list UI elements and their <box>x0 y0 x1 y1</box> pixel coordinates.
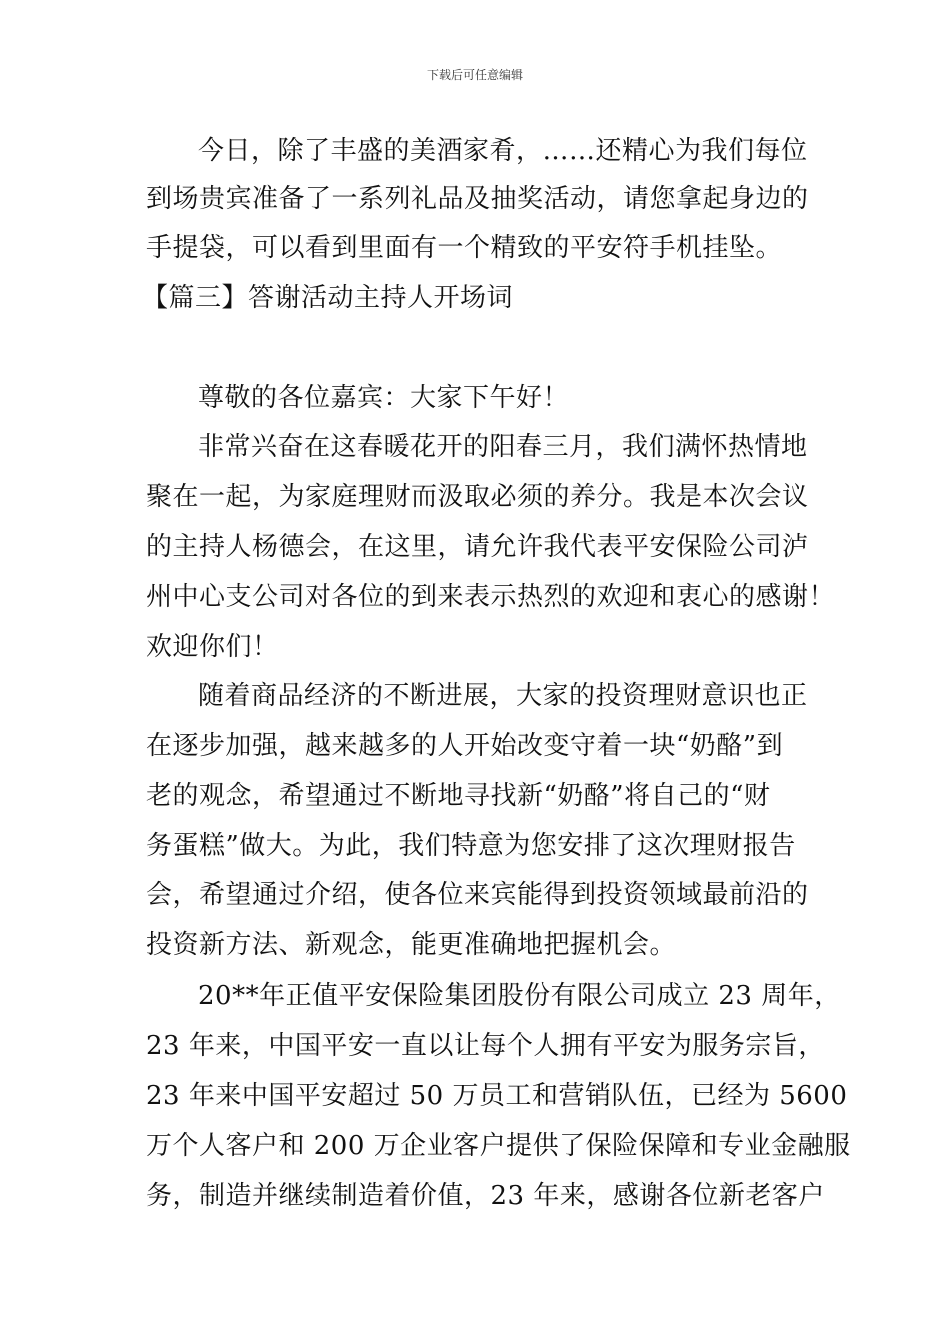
paragraph-line: 聚在一起，为家庭理财而汲取必须的养分。我是本次会议 <box>146 482 809 512</box>
paragraph-line: 非常兴奋在这春暖花开的阳春三月，我们满怀热情地 <box>198 432 808 462</box>
greeting-line: 尊敬的各位嘉宾：大家下午好！ <box>198 383 570 413</box>
paragraph-line: 23 年来，中国平安一直以让每个人拥有平安为服务宗旨， <box>146 1031 825 1061</box>
paragraph-line: 务，制造并继续制造着价值，23 年来，感谢各位新老客户 <box>146 1181 825 1211</box>
paragraph-line: 23 年来中国平安超过 50 万员工和营销队伍，已经为 5600 <box>146 1081 848 1111</box>
paragraph-line: 老的观念，希望通过不断地寻找新“奶酪”将自己的“财 <box>146 781 771 811</box>
paragraph-line: 今日，除了丰盛的美酒家肴，……还精心为我们每位 <box>198 136 808 166</box>
paragraph-line: 手提袋，可以看到里面有一个精致的平安符手机挂坠。 <box>146 233 783 263</box>
paragraph-line: 随着商品经济的不断进展，大家的投资理财意识也正 <box>198 681 808 711</box>
paragraph-line: 欢迎你们！ <box>146 632 279 662</box>
paragraph-line: 州中心支公司对各位的到来表示热烈的欢迎和衷心的感谢！ <box>146 582 836 612</box>
page-header-note: 下载后可任意编辑 <box>426 68 523 82</box>
paragraph-line: 会，希望通过介绍，使各位来宾能得到投资领域最前沿的 <box>146 880 809 910</box>
paragraph-line: 务蛋糕”做大。为此，我们特意为您安排了这次理财报告 <box>146 831 796 861</box>
paragraph-line: 万个人客户和 200 万企业客户提供了保险保障和专业金融服 <box>146 1131 851 1161</box>
paragraph-line: 20**年正值平安保险集团股份有限公司成立 23 周年， <box>198 981 841 1011</box>
section-heading: 【篇三】答谢活动主持人开场词 <box>142 283 514 313</box>
paragraph-line: 在逐步加强，越来越多的人开始改变守着一块“奶酪”到 <box>146 731 784 761</box>
paragraph-line: 到场贵宾准备了一系列礼品及抽奖活动，请您拿起身边的 <box>146 184 809 214</box>
paragraph-line: 投资新方法、新观念，能更准确地把握机会。 <box>146 930 677 960</box>
paragraph-line: 的主持人杨德会，在这里，请允许我代表平安保险公司泸 <box>146 532 809 562</box>
